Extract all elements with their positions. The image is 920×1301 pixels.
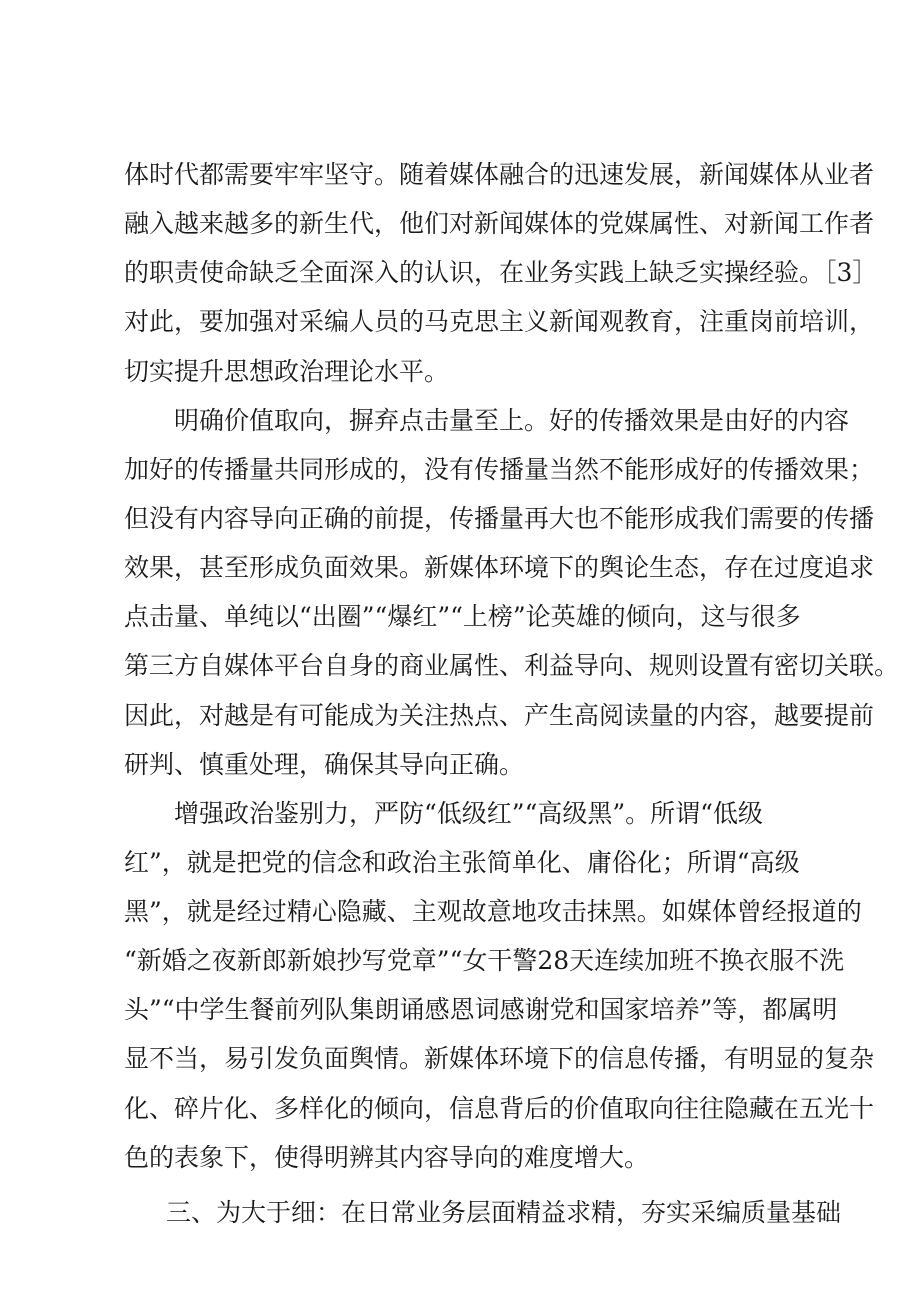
paragraph-1-line-4: 对此，要加强对采编人员的马克思主义新闻观教育，注重岗前培训， xyxy=(124,307,875,336)
paragraph-3-line-7: 化、碎片化、多样化的倾向，信息背后的价值取向往往隐藏在五光十 xyxy=(124,1094,875,1123)
paragraph-3-line-4: “新婚之夜新郎新娘抄写党章”“女干警28天连续加班不换衣服不洗 xyxy=(124,946,845,975)
paragraph-2-line-3: 但没有内容导向正确的前提，传播量再大也不能形成我们需要的传播 xyxy=(124,504,875,533)
paragraph-3-line-3: 黑”，就是经过精心隐藏、主观故意地攻击抹黑。如媒体曾经报道的 xyxy=(124,897,862,926)
section-heading: 三、为大于细：在日常业务层面精益求精，夯实采编质量基础 xyxy=(166,1198,842,1227)
paragraph-2-line-5: 点击量、单纯以“出圈”“爆红”“上榜”论英雄的倾向，这与很多 xyxy=(124,602,801,631)
paragraph-1-line-2: 融入越来越多的新生代，他们对新闻媒体的党媒属性、对新闻工作者 xyxy=(124,209,875,238)
paragraph-2-line-1: 明确价值取向，摒弃点击量至上。好的传播效果是由好的内容 xyxy=(174,406,850,435)
paragraph-2-line-4: 效果，甚至形成负面效果。新媒体环境下的舆论生态，存在过度追求 xyxy=(124,553,875,582)
paragraph-1-line-1: 体时代都需要牢牢坚守。随着媒体融合的迅速发展，新闻媒体从业者 xyxy=(124,160,875,189)
paragraph-3-line-8: 色的表象下，使得明辨其内容导向的难度增大。 xyxy=(124,1143,650,1172)
paragraph-3-line-2: 红”，就是把党的信念和政治主张简单化、庸俗化；所谓“高级 xyxy=(124,848,800,877)
paragraph-3-line-6: 显不当，易引发负面舆情。新媒体环境下的信息传播，有明显的复杂 xyxy=(124,1044,875,1073)
paragraph-1-line-5: 切实提升思想政治理论水平。 xyxy=(124,357,450,386)
paragraph-2-line-7: 因此，对越是有可能成为关注热点、产生高阅读量的内容，越要提前 xyxy=(124,701,875,730)
paragraph-2-line-2: 加好的传播量共同形成的，没有传播量当然不能形成好的传播效果； xyxy=(124,455,875,484)
paragraph-1-line-3: 的职责使命缺乏全面深入的认识，在业务实践上缺乏实操经验。［3］ xyxy=(124,258,878,287)
paragraph-2-line-8: 研判、慎重处理，确保其导向正确。 xyxy=(124,750,525,779)
paragraph-3-line-1: 增强政治鉴别力，严防“低级红”“高级黑”。所谓“低级 xyxy=(174,799,763,828)
paragraph-2-line-6: 第三方自媒体平台自身的商业属性、利益导向、规则设置有密切关联。 xyxy=(124,651,900,680)
paragraph-3-line-5: 头”“中学生餐前列队集朗诵感恩词感谢党和国家培养”等，都属明 xyxy=(124,995,838,1024)
